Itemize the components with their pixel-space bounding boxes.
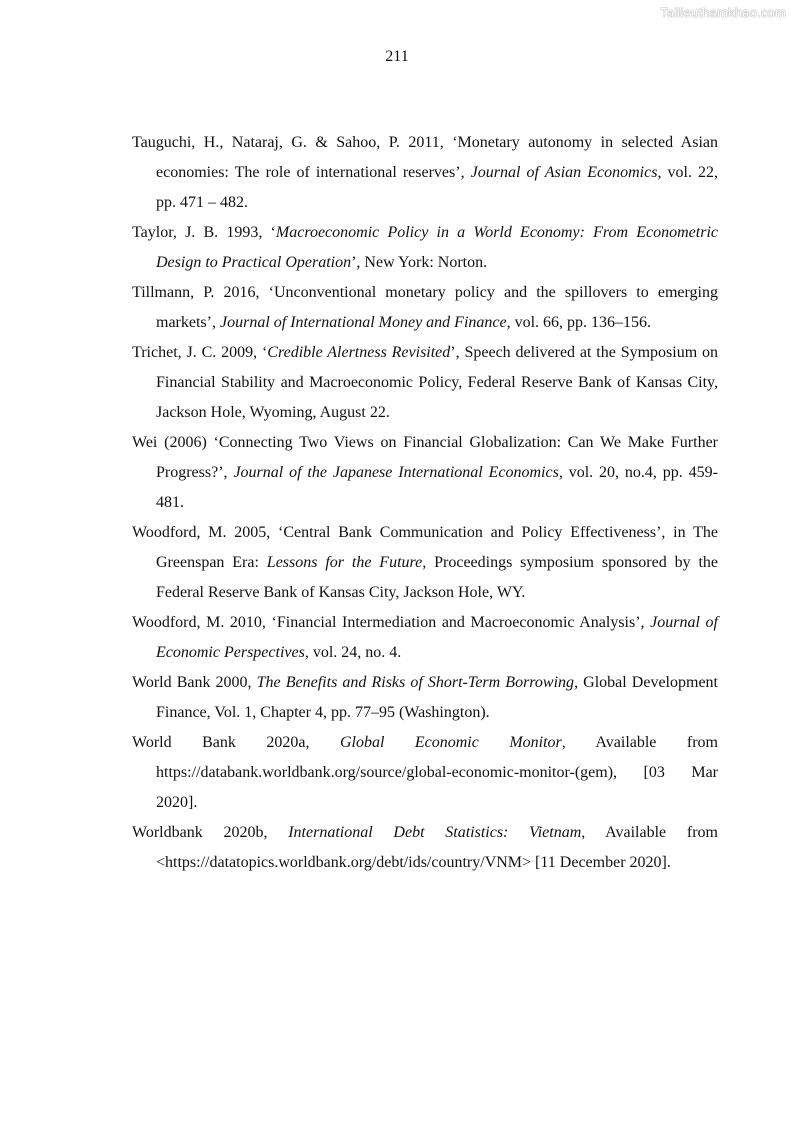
reference-text: Woodford, M. 2010, ‘Financial Intermediation and Macroeconomic Analysis’,: [132, 614, 651, 631]
reference-title-italic: Lessons for the Future,: [266, 554, 427, 571]
reference-text: , Available from <https://datatopics.worldbank.org/debt/ids/country/VNM> [11 December 2020].: [156, 824, 719, 871]
reference-title-italic: Journal of Economic Perspectives: [156, 614, 719, 661]
reference-title-italic: Journal of the Japanese International Economics: [233, 464, 559, 481]
reference-title-italic: Journal of International Money and Finance,: [219, 314, 511, 331]
reference-entry: [132, 818, 718, 878]
reference-text: Wei (2006) ‘Connecting Two Views on Financial Globalization: Can We Make Further Progress?’,: [132, 434, 718, 481]
reference-entry: [132, 128, 718, 218]
reference-entry: [132, 218, 718, 278]
reference-list: [132, 128, 718, 878]
reference-title-italic: Global Economic Monitor: [339, 734, 562, 751]
reference-title-italic: The Benefits and Risks of Short-Term Borrowing: [256, 674, 575, 691]
reference-entry: [132, 338, 718, 428]
reference-text: , Available from https://databank.worldbank.org/source/global-economic-monitor-(gem), [03 Mar 2020].: [156, 734, 719, 811]
reference-entry: [132, 608, 718, 668]
reference-text: World Bank 2000,: [132, 674, 257, 691]
reference-text: Proceedings symposium sponsored by the Federal Reserve Bank of Kansas City, Jackson Hole, WY.: [156, 554, 719, 601]
reference-title-italic: International Debt Statistics: Vietnam: [288, 824, 582, 841]
reference-text: Taylor, J. B. 1993, ‘: [132, 224, 276, 241]
reference-entry: [132, 428, 718, 518]
reference-text: ’, Speech delivered at the Symposium on Financial Stability and Macroeconomic Policy, Federal Reserve Bank of Kansas City, Jackson Hole, Wyoming, August 22.: [156, 344, 719, 421]
reference-entry: [132, 518, 718, 608]
reference-title-italic: Journal of Asian Economics: [470, 164, 658, 181]
reference-text: ’, New York: Norton.: [351, 254, 488, 271]
reference-text: , vol. 22, pp. 471 – 482.: [156, 164, 719, 211]
reference-entry: [132, 668, 718, 728]
reference-text: , vol. 24, no. 4.: [304, 644, 402, 661]
reference-title-italic: Macroeconomic Policy in a World Economy: From Econometric Design to Practical Operation: [156, 224, 719, 271]
reference-text: Tauguchi, H., Nataraj, G. & Sahoo, P. 2011, ‘Monetary autonomy in selected Asian economies: The role of international reserves’,: [132, 134, 718, 181]
reference-text: , vol. 20, no.4, pp. 459-481.: [156, 464, 719, 511]
reference-title-italic: Credible Alertness Revisited: [267, 344, 451, 361]
reference-text: Worldbank 2020b,: [132, 824, 289, 841]
reference-text: World Bank 2020a,: [132, 734, 340, 751]
watermark: Tailieuthamkhao.com: [660, 5, 786, 20]
reference-text: Trichet, J. C. 2009, ‘: [132, 344, 268, 361]
page-number: 211: [385, 48, 409, 65]
reference-text: , Global Development Finance, Vol. 1, Chapter 4, pp. 77–95 (Washington).: [156, 674, 718, 721]
reference-text: vol. 66, pp. 136–156.: [510, 314, 652, 331]
reference-entry: [132, 278, 718, 338]
reference-text: Woodford, M. 2005, ‘Central Bank Communication and Policy Effectiveness’, in The Greenspan Era:: [132, 524, 718, 571]
reference-entry: [132, 728, 718, 818]
reference-text: Tillmann, P. 2016, ‘Unconventional monetary policy and the spillovers to emerging markets’,: [132, 284, 718, 331]
